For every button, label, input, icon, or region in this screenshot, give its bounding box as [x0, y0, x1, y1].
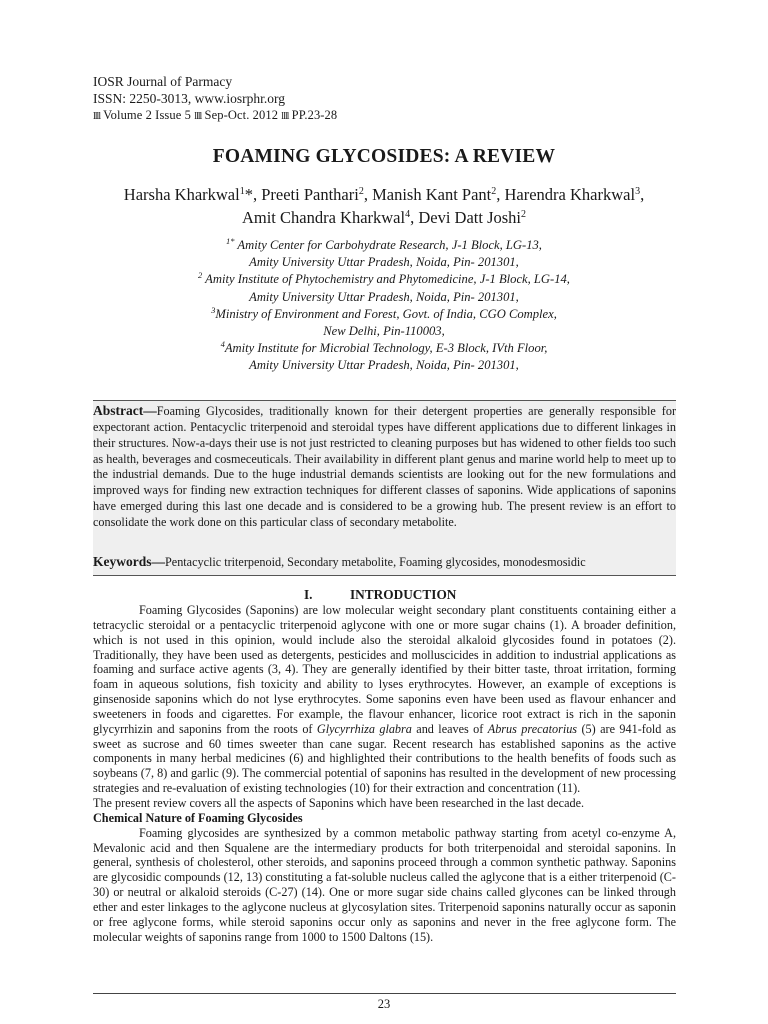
keywords: [93, 554, 676, 570]
affiliations: [0, 237, 768, 375]
page-number: 23: [377, 997, 391, 1011]
abstract-text: Foaming Glycosides, traditionally known for their detergent properties are generally responsible for expectorant action. Pentacyclic triterpenoid and steroidal types have different applications due to different linkages in their structures. Now-a-days their use is not just restricted to cleaning purposes but has widened to other fields too such as health, beverages and cosmeceuticals. Their availability in different plant genus and marine world help to meet up to the industrial demands. Due to the huge industrial demands scientists are looking out for the new formulations and improved ways for finding new extraction techniques for different classes of saponins. Wide applications of saponins have emerged during this last one decade and is considered to be a growing hub. The present review is an effort to consolidate the work done on this particular class of secondary metabolite.: [93, 404, 676, 529]
separator-bars: llll: [281, 111, 289, 122]
author: Preeti Panthari$^2$,: [261, 185, 373, 204]
affiliation-line: $^{1*}$ Amity Center for Carbohydrate Research, J-1 Block, LG-13,: [226, 236, 542, 252]
affiliation-line: $^2$ Amity Institute of Phytochemistry and Phytomedicine, J-1 Block, LG-14,: [198, 270, 570, 287]
keywords-text: Pentacyclic triterpenoid, Secondary metabolite, Foaming glycosides, monodesmosidic: [165, 555, 586, 569]
affiliation-line: Amity University Uttar Pradesh, Noida, Pin- 201301,: [249, 255, 519, 270]
section-title: INTRODUCTION: [350, 587, 457, 602]
footer-divider: [93, 993, 676, 994]
paragraph: The present review covers all the aspects of Saponins which have been researched in the last decade.: [93, 795, 585, 810]
paragraph: Foaming glycosides are synthesized by a common metabolic pathway starting from acetyl co-enzyme A, Mevalonic acid and then Squalene are the intermediary products for both triterpenoidal and steroidal saponins. In general, synthesis of cholesterol, other steroids, and saponins proceed through a common synthetic pathway. Saponins are glycosidic compounds (12, 13) constituting a fat-soluble nucleus called the aglycone that is a either triterpenoid (C-30) or neutral or alkaloid steroids (C-27) (14). One or more sugar side chains called glycones can be linked through ether and ester linkages to the aglycone nucleus at glycosylation sites. Triterpenoid saponins naturally occur as saponin or free aglycone forms, while steroid saponins occur only as saponins and never in the free aglycone form. The molecular weights of saponins range from 1000 to 1500 Daltons (15).: [93, 825, 676, 944]
affiliation-line: $^3$Ministry of Environment and Forest, Govt. of India, CGO Complex,: [211, 304, 557, 321]
affiliation-line: Amity University Uttar Pradesh, Noida, Pin- 201301,: [249, 358, 519, 373]
separator-bars: llll: [93, 111, 101, 122]
keywords-label: Keywords—: [93, 554, 165, 569]
separator-bars: llll: [194, 111, 202, 122]
body-text: [93, 603, 676, 944]
affiliation-line: Amity University Uttar Pradesh, Noida, Pin- 201301,: [249, 289, 519, 304]
journal-date: Sep-Oct. 2012: [204, 108, 279, 122]
journal-header: [93, 73, 337, 125]
journal-pages: PP.23-28: [291, 108, 338, 122]
author: Manish Kant Pant$^2$,: [372, 185, 505, 204]
affiliation-line: $^4$Amity Institute for Microbial Technology, E-3 Block, IVth Floor,: [220, 339, 548, 356]
author-list: [60, 183, 708, 229]
abstract-label: Abstract—: [93, 403, 157, 418]
abstract: [93, 403, 676, 531]
journal-volume-line: [93, 107, 337, 125]
affiliation-line: New Delhi, Pin-110003,: [323, 324, 445, 339]
subheading: Chemical Nature of Foaming Glycosides: [93, 810, 303, 825]
journal-name: IOSR Journal of Parmacy: [93, 74, 233, 89]
section-number: I.: [304, 587, 313, 602]
author: Devi Datt Joshi$^2$: [418, 208, 527, 227]
author: Harendra Kharkwal$^3$,: [504, 185, 645, 204]
paper-title: FOAMING GLYCOSIDES: A REVIEW: [212, 146, 556, 167]
paragraph: Foaming Glycosides (Saponins) are low molecular weight secondary plant constituents containing either a tetracyclic steroidal or a pentacyclic triterpenoid aglycone with one or more sugar chains (1). A broader definition, which is not used in this opinion, would include also the steroidal alkaloid glycosides found in potatoes (2). Traditionally, they have been used as detergents, pesticides and molluscicides in addition to industrial applications as foaming and surface active agents (3, 4). They are generally identified by their bitter taste, throat irritation, forming foam in aqueous solutions, fish toxicity and ability to lyses erythrocytes. However, an example of exceptions is ginsenoside saponins which do not lyse erythrocytes. Some saponins even have been used as flavour enhancer and sweeteners in foods and cigarettes. For example, the flavour enhancer, licorice root extract is rich in the saponin glycyrrhizin and saponins from the roots of Glycyrrhiza glabra and leaves of Abrus precatorius (5) are 941-fold as sweet as sucrose and 60 times sweeter than cane sugar. Recent research has established saponins as the active components in many herbal medicines (6) and highlighted their contributions to the health benefits of foods such as soybeans (7, 8) and garlic (9). The commercial potential of saponins has resulted in the development of new processing strategies and re-evaluation of existing technologies (10) for their extraction and concentration (11).: [93, 603, 676, 796]
author: Amit Chandra Kharkwal$^4$,: [241, 208, 419, 227]
journal-issn: ISSN: 2250-3013, www.iosrphr.org: [93, 91, 286, 106]
author: Harsha Kharkwal$^1$*,: [123, 185, 262, 204]
journal-volume: Volume 2 Issue 5: [103, 108, 191, 122]
